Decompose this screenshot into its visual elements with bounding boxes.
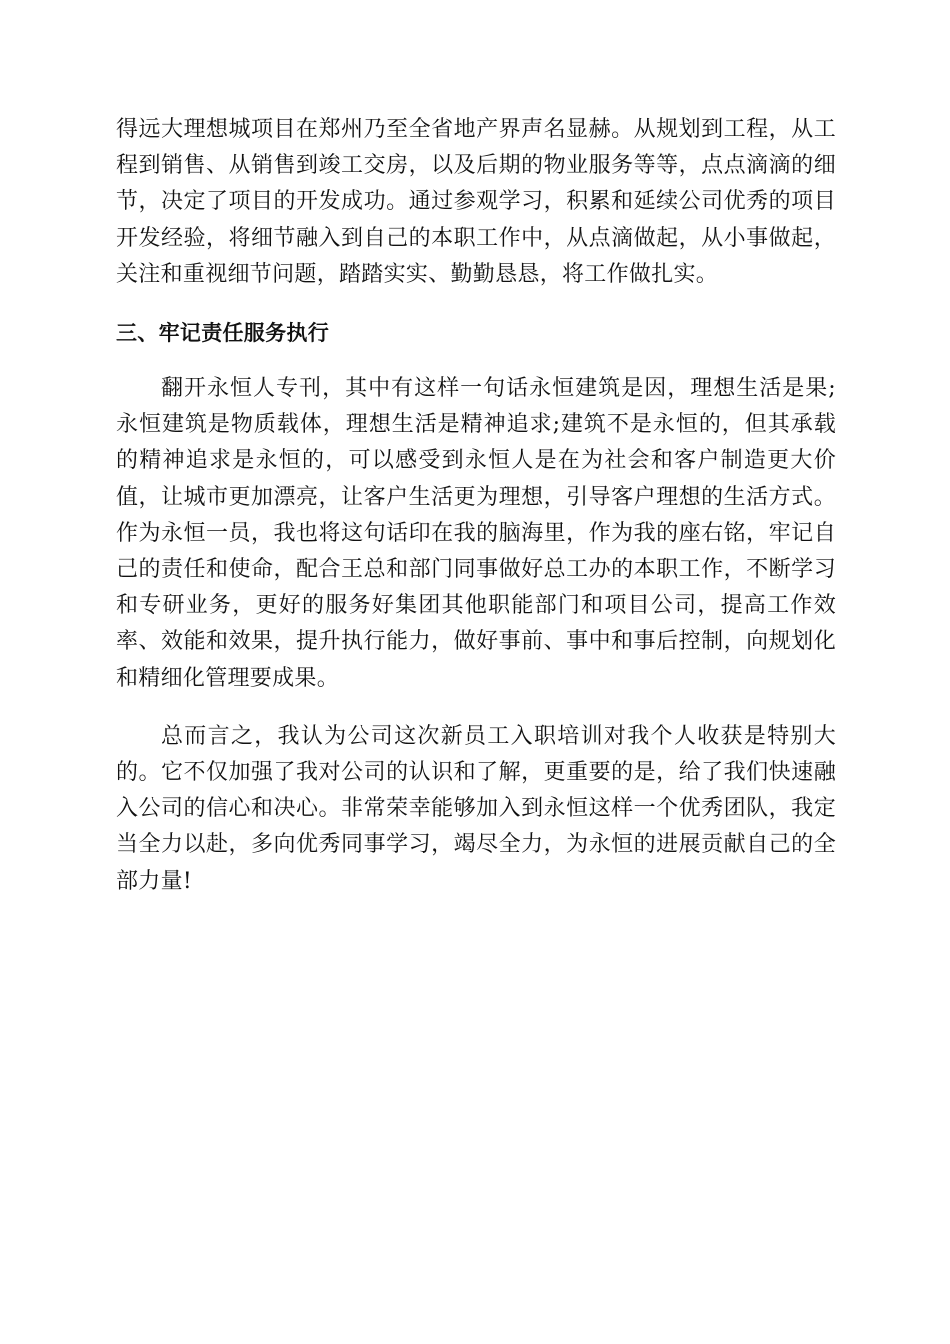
section-heading: 三、牢记责任服务执行 [116, 321, 329, 346]
paragraph-continued: 得远大理想城项目在郑州乃至全省地产界声名显赫。从规划到工程，从工程到销售、从销售到竣工交房，以及后期的物业服务等等，点点滴滴的细节，决定了项目的开发成功。通过参观学习，积累和延续公司优秀的项目开发经验，将细节融入到自己的本职工作中，从点滴做起，从小事做起，关注和重视细节问题，踏踏实实、勤勤恳恳，将工作做扎实。 [116, 117, 836, 287]
spacer [116, 351, 836, 371]
spacer [116, 697, 836, 719]
document-body [116, 112, 836, 900]
spacer [116, 293, 836, 315]
paragraph-conclusion: 总而言之，我认为公司这次新员工入职培训对我个人收获是特别大的。它不仅加强了我对公司的认识和了解，更重要的是，给了我们快速融入公司的信心和决心。非常荣幸能够加入到永恒这样一个优秀团队，我定当全力以赴，多向优秀同事学习，竭尽全力，为永恒的进展贡献自己的全部力量! [116, 723, 836, 894]
paragraph-section-3: 翻开永恒人专刊，其中有这样一句话永恒建筑是因，理想生活是果;永恒建筑是物质载体，理想生活是精神追求;建筑不是永恒的，但其承载的精神追求是永恒的，可以感受到永恒人是在为社会和客户制造更大价值，让城市更加漂亮，让客户生活更为理想，引导客户理想的生活方式。作为永恒一员，我也将这句话印在我的脑海里，作为我的座右铭，牢记自己的责任和使命，配合王总和部门同事做好总工办的本职工作，不断学习和专研业务，更好的服务好集团其他职能部门和项目公司，提高工作效率、效能和效果，提升执行能力，做好事前、事中和事后控制，向规划化和精细化管理要成果。 [116, 376, 836, 691]
